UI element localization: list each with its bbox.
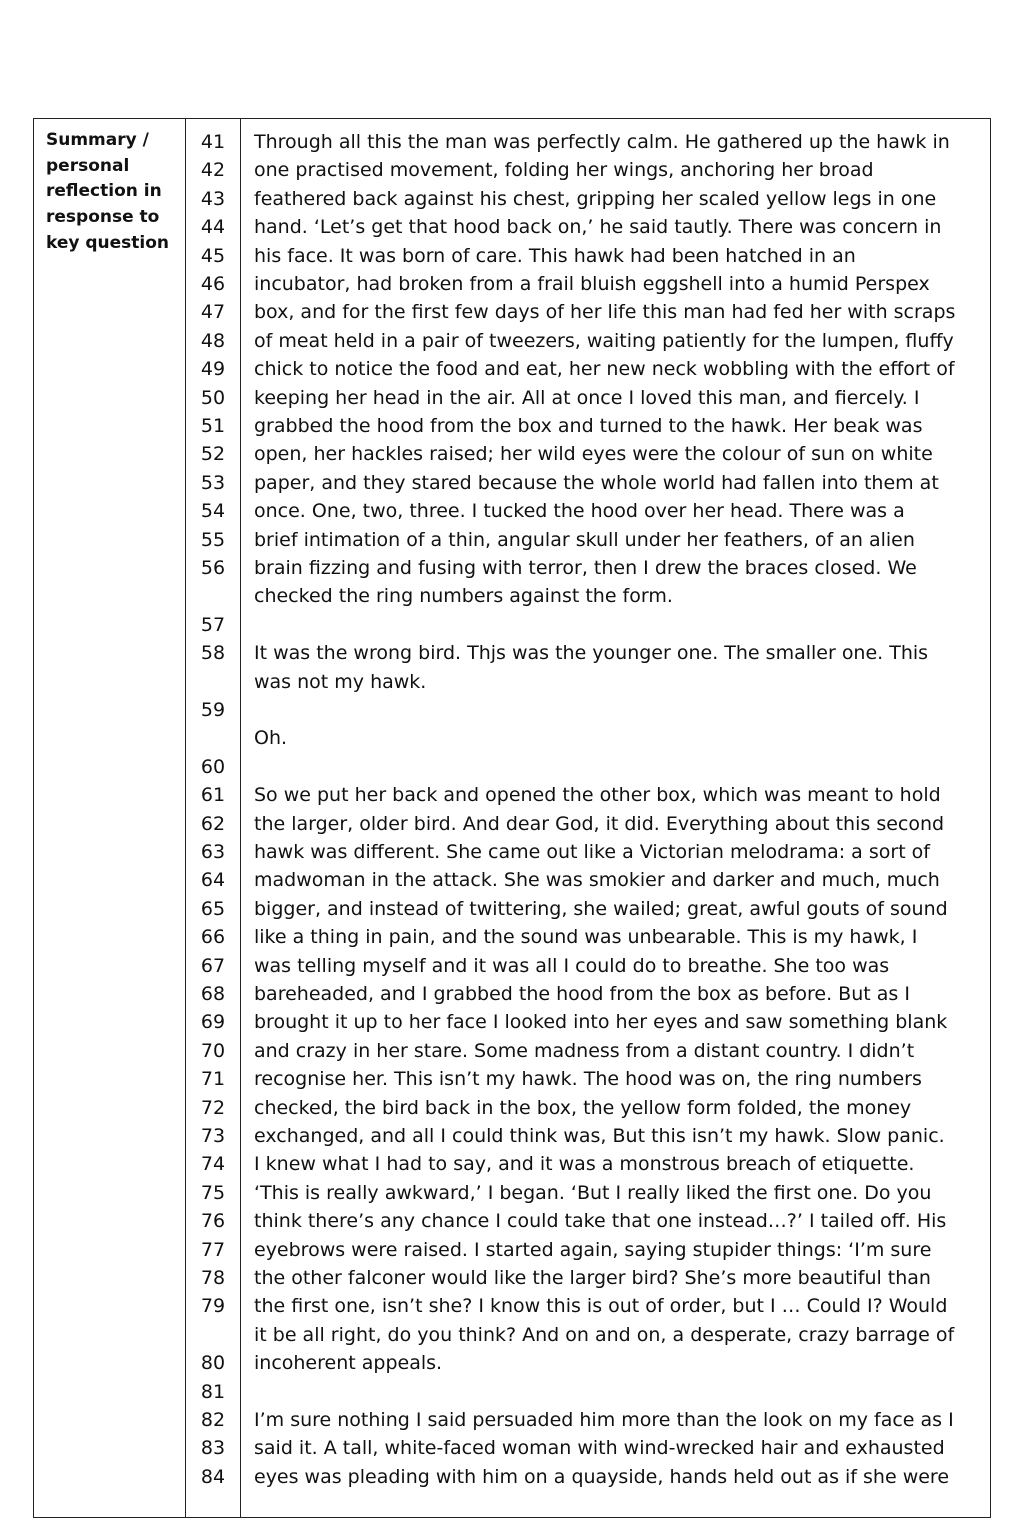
passage-line: the larger, older bird. And dear God, it did. Everything about this second	[254, 812, 945, 835]
line-number: 46	[200, 273, 226, 295]
line-number: 84	[200, 1465, 226, 1488]
line-number: 73	[200, 1125, 226, 1147]
line-number: 50	[200, 386, 226, 409]
passage-line: I’m sure nothing I said persuaded him more than the look on my face as I	[254, 1409, 954, 1431]
line-number: 52	[200, 443, 226, 466]
line-number: 59	[200, 699, 226, 721]
line-number: 47	[200, 301, 226, 324]
passage-line: incoherent appeals.	[254, 1352, 443, 1375]
passage-line: his face. It was born of care. This hawk had been hatched in an	[254, 244, 856, 267]
passage-line: ‘This is really awkward,’ I began. ‘But I really liked the first one. Do you	[254, 1181, 932, 1204]
line-number: 62	[200, 812, 226, 835]
line-number: 45	[200, 244, 226, 267]
passage-line: of meat held in a pair of tweezers, waiting patiently for the lumpen, fluffy	[254, 329, 954, 352]
passage-line: and crazy in her stare. Some madness from a distant country. I didn’t	[254, 1039, 915, 1062]
passage-line: box, and for the first few days of her life this man had fed her with scraps	[254, 301, 956, 324]
passage-line: it be all right, do you think? And on and on, a desperate, crazy barrage of	[254, 1323, 955, 1346]
passage-line: one practised movement, folding her wings, anchoring her broad	[254, 159, 874, 182]
line-number: 42	[200, 159, 226, 182]
passage-line: So we put her back and opened the other box, which was meant to hold	[254, 784, 941, 807]
passage-line: bareheaded, and I grabbed the hood from the box as before. But as I	[254, 983, 910, 1005]
line-number: 69	[200, 1011, 226, 1034]
line-number: 58	[200, 642, 226, 665]
line-number: 76	[200, 1210, 226, 1233]
passage-line: eyebrows were raised. I started again, saying stupider things: ‘I’m sure	[254, 1238, 932, 1261]
passage-line: brain fizzing and fusing with terror, then I drew the braces closed. We	[254, 557, 917, 579]
passage-line: It was the wrong bird. Thjs was the younger one. The smaller one. This	[254, 642, 929, 665]
line-number: 63	[200, 841, 226, 863]
passage-line: checked the ring numbers against the form.	[254, 585, 673, 608]
passage-line: hand. ‘Let’s get that hood back on,’ he said tautly. There was concern in	[254, 216, 942, 239]
line-number: 56	[200, 557, 226, 579]
passage-line: checked, the bird back in the box, the yellow form folded, the money	[254, 1096, 912, 1119]
passage-table	[33, 118, 991, 1518]
line-number: 41	[200, 131, 226, 153]
passage-line: exchanged, and all I could think was, But this isn’t my hawk. Slow panic.	[254, 1125, 945, 1147]
line-number: 81	[200, 1380, 226, 1403]
passage-text-column	[241, 119, 990, 1517]
line-number: 43	[200, 187, 226, 210]
passage-line: was not my hawk.	[254, 670, 427, 693]
line-number: 49	[200, 358, 226, 381]
passage-line: recognise her. This isn’t my hawk. The hood was on, the ring numbers	[254, 1068, 922, 1091]
passage-line: the first one, isn’t she? I know this is out of order, but I … Could I? Would	[254, 1295, 948, 1318]
line-number: 72	[200, 1096, 226, 1119]
passage-line: once. One, two, three. I tucked the hood over her head. There was a	[254, 500, 905, 523]
passage-line: brief intimation of a thin, angular skull under her feathers, of an alien	[254, 528, 915, 551]
passage-line: brought it up to her face I looked into her eyes and saw something blank	[254, 1011, 948, 1034]
line-number: 60	[200, 755, 226, 778]
passage-line: like a thing in pain, and the sound was unbearable. This is my hawk, I	[254, 926, 918, 949]
line-number: 55	[200, 528, 226, 551]
passage-line: chick to notice the food and eat, her new neck wobbling with the effort of	[254, 358, 955, 381]
line-number: 70	[200, 1039, 226, 1062]
passage-line: I knew what I had to say, and it was a monstrous breach of etiquette.	[254, 1153, 915, 1176]
summary-column	[34, 119, 186, 1517]
passage-line: hawk was different. She came out like a Victorian melodrama: a sort of	[254, 841, 930, 863]
passage-line: paper, and they stared because the whole world had fallen into them at	[254, 471, 939, 494]
line-number: 75	[200, 1181, 226, 1204]
passage-line: incubator, had broken from a frail bluish eggshell into a humid Perspex	[254, 273, 930, 295]
line-number: 78	[200, 1267, 226, 1289]
line-number: 83	[200, 1437, 226, 1460]
passage-line: feathered back against his chest, gripping her scaled yellow legs in one	[254, 187, 937, 210]
line-number: 64	[200, 869, 226, 892]
line-number: 67	[200, 954, 226, 977]
line-number: 77	[200, 1238, 226, 1261]
line-number: 53	[200, 471, 226, 494]
passage-line: the other falconer would like the larger bird? She’s more beautiful than	[254, 1267, 931, 1289]
line-number: 79	[200, 1295, 226, 1318]
line-number: 82	[200, 1409, 226, 1431]
line-number: 68	[200, 983, 226, 1005]
line-number: 48	[200, 329, 226, 352]
passage-line: Oh.	[254, 727, 288, 750]
passage-line: keeping her head in the air. All at once I loved this man, and fiercely. I	[254, 386, 920, 409]
line-number: 51	[200, 415, 226, 437]
passage-line: Through all this the man was perfectly calm. He gathered up the hawk in	[254, 131, 950, 153]
passage-line: said it. A tall, white-faced woman with wind-wrecked hair and exhausted	[254, 1437, 945, 1460]
summary-heading: Summary / personal reflection in response to key question	[46, 130, 170, 253]
passage-line: was telling myself and it was all I could do to breathe. She too was	[254, 954, 890, 977]
passage-line: grabbed the hood from the box and turned to the hawk. Her beak was	[254, 415, 923, 437]
line-number: 65	[200, 897, 226, 920]
line-number: 61	[200, 784, 226, 807]
line-number: 74	[200, 1153, 226, 1176]
passage-line: bigger, and instead of twittering, she wailed; great, awful gouts of sound	[254, 897, 948, 920]
line-number-column	[186, 119, 241, 1517]
line-number: 71	[200, 1068, 226, 1091]
line-number: 66	[200, 926, 226, 949]
passage-line: think there’s any chance I could take that one instead…?’ I tailed off. His	[254, 1210, 947, 1233]
line-number: 44	[200, 216, 226, 239]
passage-line: madwoman in the attack. She was smokier and darker and much, much	[254, 869, 940, 892]
passage-line: open, her hackles raised; her wild eyes were the colour of sun on white	[254, 443, 933, 466]
passage-line: eyes was pleading with him on a quayside, hands held out as if she were	[254, 1465, 950, 1488]
line-number: 57	[200, 613, 226, 636]
line-number: 80	[200, 1352, 226, 1375]
line-number: 54	[200, 500, 226, 523]
